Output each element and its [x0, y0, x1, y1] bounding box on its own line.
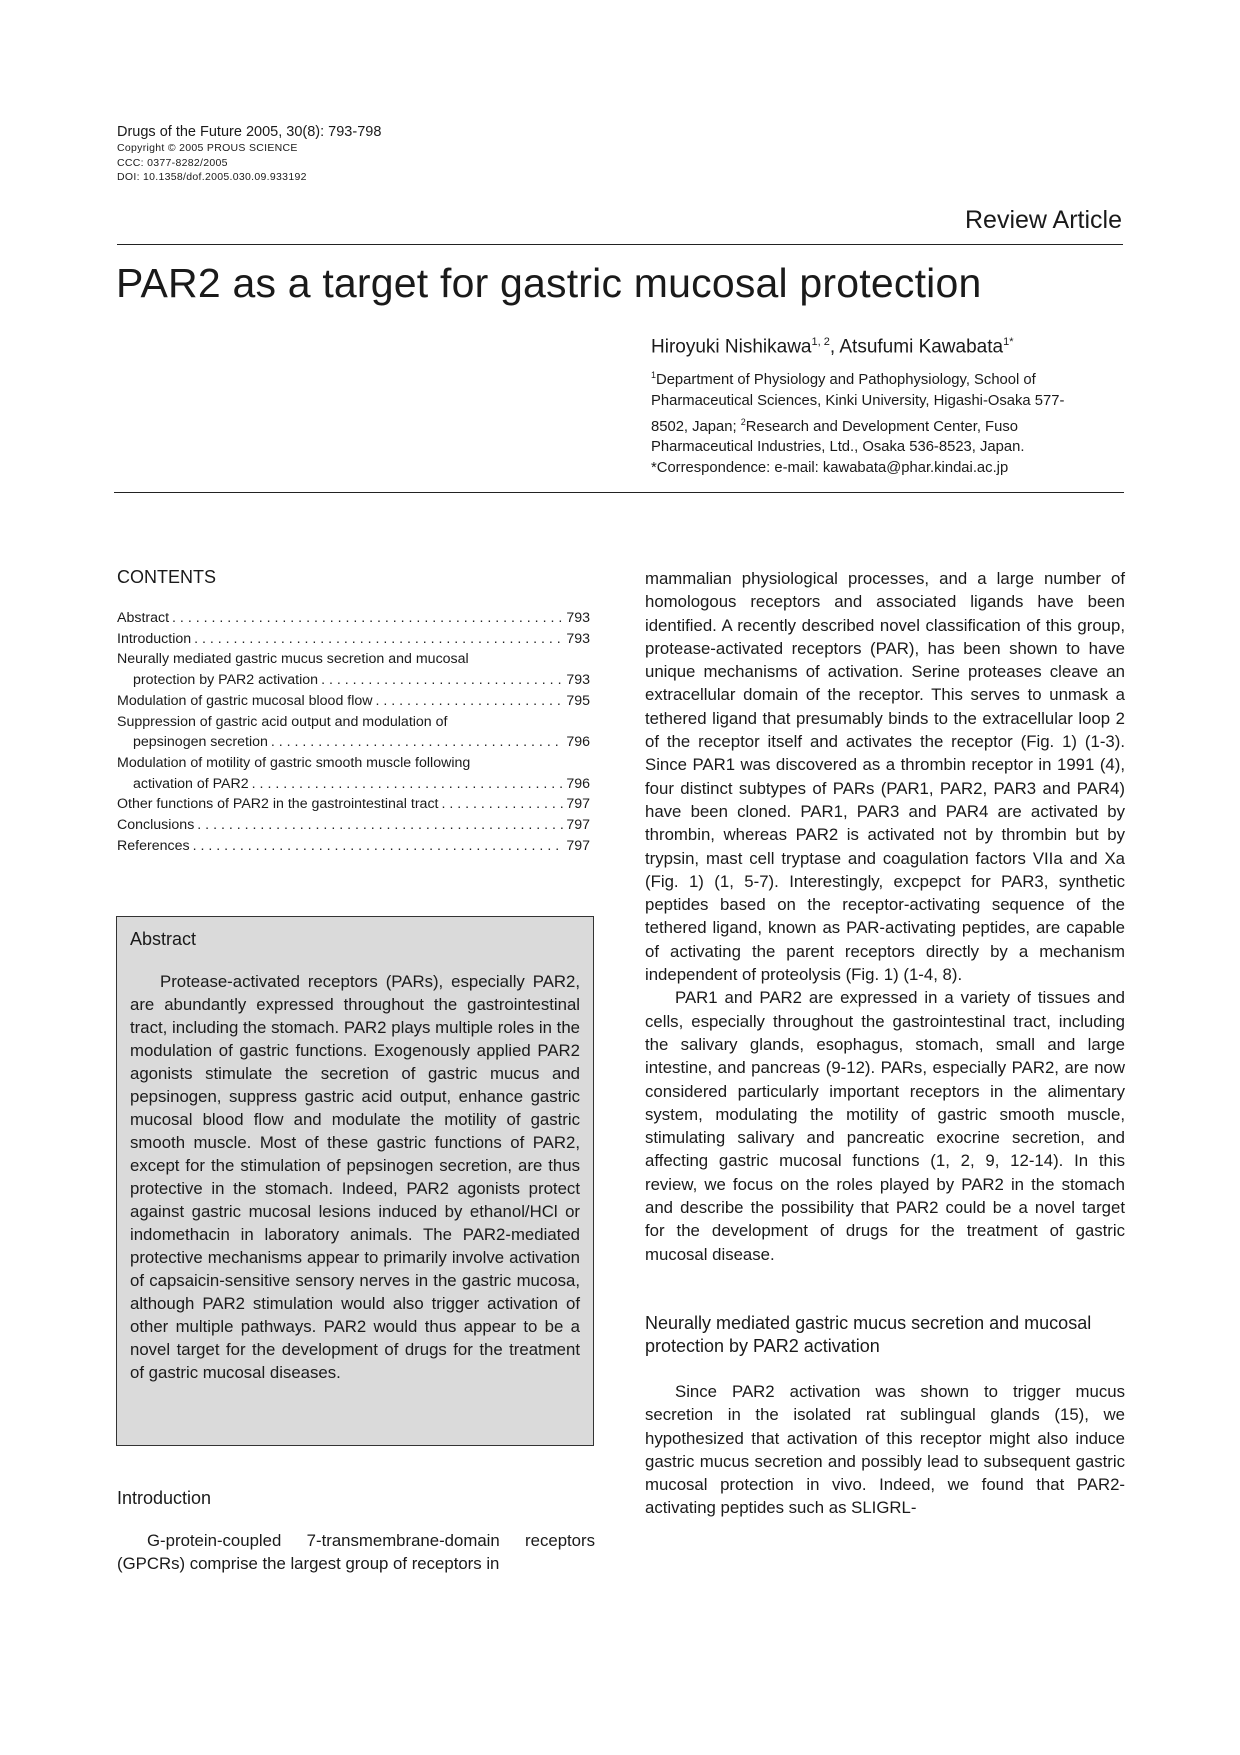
- toc-entry[interactable]: [117, 815, 590, 836]
- toc-entry[interactable]: [117, 836, 590, 857]
- ccc-line: CCC: 0377-8282/2005: [117, 156, 228, 169]
- affiliation-line: Department of Physiology and Pathophysiology, School of: [656, 371, 1036, 388]
- table-of-contents: [117, 567, 590, 856]
- abstract-title: Abstract: [130, 929, 197, 949]
- affil-marker: 2: [740, 416, 746, 427]
- toc-entry[interactable]: [117, 712, 590, 753]
- doi-line: DOI: 10.1358/dof.2005.030.09.933192: [117, 171, 307, 183]
- toc-page-number: 793: [566, 610, 590, 626]
- correspondence-email: *Correspondence: e-mail: kawabata@phar.kindai.ac.jp: [651, 460, 1009, 477]
- affil-marker: 1: [651, 370, 657, 380]
- toc-leader-dots: [376, 691, 564, 712]
- toc-page-number: 793: [566, 630, 590, 647]
- toc-page-number: 797: [566, 817, 590, 834]
- body-paragraph: Since PAR2 activation was shown to trigger mucus secretion in the isolated rat sublingual glands (15), we hypothesized that activation of this receptor might also induce gastric mucus secretion and possibly lead to subsequent gastric mucosal protection in vivo. Indeed, we found that PAR2-activating peptides such as SLIGRL-: [645, 1381, 1125, 1518]
- section-heading: Neurally mediated gastric mucus secretion and mucosal protection by PAR2 activation: [645, 1312, 1092, 1356]
- toc-entry-text: Suppression of gastric acid output and modulation of: [117, 713, 448, 730]
- toc-entry[interactable]: [117, 649, 590, 690]
- section-divider: [114, 492, 1124, 493]
- toc-entry[interactable]: [117, 753, 590, 794]
- affiliations: [651, 365, 1126, 479]
- article-title: PAR2 as a target for gastric mucosal protection: [116, 260, 982, 306]
- toc-entry-text: Conclusions: [117, 817, 195, 834]
- author-name: Atsufumi Kawabata: [839, 336, 1004, 358]
- copyright-line: Copyright © 2005 PROUS SCIENCE: [117, 142, 298, 154]
- author-affil-marker: 1*: [1003, 336, 1014, 348]
- abstract-text: Protease-activated receptors (PARs), especially PAR2, are abundantly expressed throughout the gastrointestinal tract, including the stomach. PAR2 plays multiple roles in the modulation of gastric functions. Exogenously applied PAR2 agonists stimulate the secretion of gastric mucus and pepsinogen, suppress gastric acid output, enhance gastric mucosal blood flow and modulate the motility of gastric smooth muscle. Most of these gastric functions of PAR2, except for the stimulation of pepsinogen secretion, are thus protective in the stomach. Indeed, PAR2 agonists protect against gastric mucosal lesions induced by ethanol/HCl or indomethacin in laboratory animals. The PAR2-mediated protective mechanisms appear to primarily involve activation of capsaicin-sensitive sensory nerves in the gastric mucosa, although PAR2 stimulation would also trigger activation of other multiple pathways. PAR2 would thus appear to be a novel target for the development of drugs for the treatment of gastric mucosal diseases.: [130, 972, 580, 1382]
- toc-leader-dots: [194, 629, 563, 650]
- right-column: [645, 567, 1125, 1520]
- toc-entry-text: pepsinogen secretion: [133, 734, 268, 751]
- toc-leader-dots: [252, 774, 564, 795]
- toc-entry[interactable]: [117, 608, 590, 629]
- affiliation-line: Pharmaceutical Industries, Ltd., Osaka 536-8523, Japan.: [651, 439, 1025, 456]
- body-paragraph: PAR1 and PAR2 are expressed in a variety of tissues and cells, especially throughout the gastrointestinal tract, including the salivary glands, esophagus, stomach, small and large intestine, and pancreas (9-12). PARs, especially PAR2, are now considered particularly important receptors in the alimentary system, modulating the motility of gastric smooth muscle, stimulating salivary and pancreatic exocrine secretion, and affecting gastric mucosal functions (1, 2, 9, 12-14). In this review, we focus on the roles played by PAR2 in the stomach and describe the possibility that PAR2 could be a novel target for the development of drugs for the treatment of gastric mucosal disease.: [645, 988, 1125, 1264]
- toc-page-number: 797: [566, 796, 590, 813]
- toc-entry-text: activation of PAR2: [133, 775, 249, 792]
- affiliation-line: 8502, Japan;: [651, 418, 741, 435]
- toc-entry-text: References: [117, 837, 190, 854]
- toc-list: [117, 608, 590, 856]
- toc-entry-text: Modulation of motility of gastric smooth muscle following: [117, 754, 471, 771]
- toc-page-number: 796: [566, 775, 590, 792]
- author-separator: ,: [829, 336, 840, 358]
- author-name: Hiroyuki Nishikawa: [651, 336, 812, 358]
- toc-entry-text: Neurally mediated gastric mucus secretion and mucosal: [117, 651, 469, 668]
- toc-entry-text: Other functions of PAR2 in the gastrointestinal tract: [117, 796, 439, 813]
- abstract-box: [116, 916, 594, 1446]
- toc-entry-text: Introduction: [117, 630, 192, 647]
- toc-page-number: 793: [566, 672, 590, 689]
- toc-entry[interactable]: [117, 691, 590, 712]
- contents-title: CONTENTS: [117, 567, 216, 587]
- introduction-text: G-protein-coupled 7-transmembrane-domain receptors (GPCRs) comprise the largest group of receptors in: [117, 1531, 595, 1573]
- toc-entry[interactable]: [117, 629, 590, 650]
- toc-entry[interactable]: [117, 794, 590, 815]
- toc-leader-dots: [321, 670, 563, 691]
- toc-entry-text: Abstract: [117, 610, 170, 626]
- toc-leader-dots: [271, 732, 563, 753]
- affiliation-line: Research and Development Center, Fuso: [745, 418, 1018, 435]
- introduction-section: [117, 1488, 595, 1575]
- toc-page-number: 795: [566, 692, 590, 709]
- author-list: [651, 336, 1013, 358]
- journal-citation: Drugs of the Future 2005, 30(8): 793-798: [117, 124, 382, 140]
- toc-leader-dots: [197, 815, 563, 836]
- toc-leader-dots: [193, 836, 564, 857]
- body-paragraph: mammalian physiological processes, and a large number of homologous receptors and associated ligands have been identified. A recently described novel classification of this group, protease-activated receptors (PAR), has been shown to have unique mechanisms of activation. Serine proteases cleave an extracellular domain of the receptor. This serves to unmask a tethered ligand that presumably binds to the extracellular loop 2 of the receptor itself and activates the receptor (Fig. 1) (1-3). Since PAR1 was discovered as a thrombin receptor in 1991 (4), four distinct subtypes of PARs (PAR1, PAR2, PAR3 and PAR4) have been cloned. PAR1, PAR3 and PAR4 are activated by thrombin, whereas PAR2 is activated not by thrombin but by trypsin, mast cell tryptase and coagulation factors VIIa and Xa (Fig. 1) (1, 5-7). Interestingly, excpepct for PAR3, synthetic peptides based on the receptor-activating sequence of the tethered ligand, known as PAR-activating peptides, are capable of activating the parent receptors directly by a mechanism independent of proteolysis (Fig. 1) (1-4, 8).: [645, 569, 1125, 985]
- toc-page-number: 797: [566, 837, 590, 854]
- toc-leader-dots: [172, 608, 563, 629]
- article-type: Review Article: [965, 206, 1122, 234]
- toc-leader-dots: [441, 794, 563, 815]
- toc-entry-text: protection by PAR2 activation: [133, 672, 319, 689]
- toc-entry-text: Modulation of gastric mucosal blood flow: [117, 692, 373, 709]
- affiliation-line: Pharmaceutical Sciences, Kinki University, Higashi-Osaka 577-: [651, 392, 1065, 409]
- author-affil-marker: 1, 2: [811, 336, 830, 348]
- toc-page-number: 796: [566, 734, 590, 751]
- header-divider: [117, 244, 1123, 245]
- introduction-title: Introduction: [117, 1488, 212, 1508]
- journal-meta: [117, 124, 381, 185]
